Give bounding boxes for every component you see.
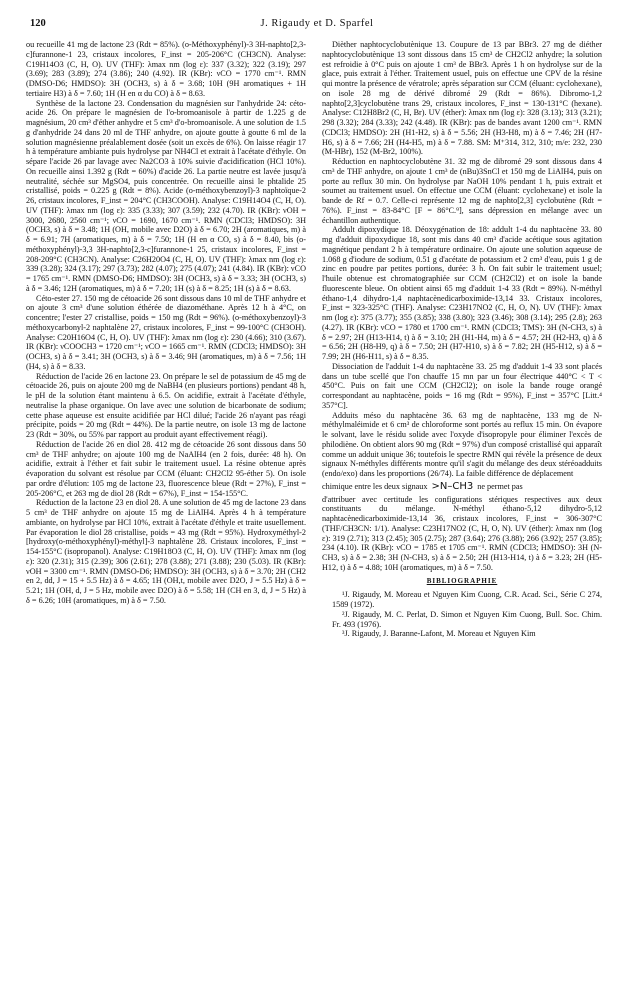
- paragraph: Addult dipoxydique 18. Déoxygénation de 18: addult 1-4 du naphtacène 33. 80 mg d'adduit dipoxydique 18, sont mis dans 40 cm³ d'acide acétique sous agitation magnétique pendant 2 h à température ordinaire. On ajoute une solution aqueuse de 1.068 g d'iodure de sodium, 0.51 g d'acétate de potassium et 2 cm³ d'eau, puis 1 g de zinc en poudre par petites portions, durée: 3 h. On fait subir le traitement usuel; l'huile obtenue est chromatographiée sur CCM (CH2Cl2) et on isole la bande fluorescente bleue. On obtient ainsi 65 mg d'adduit 1-4 33 (Rdt = 89%). N-méthyl éthano-1,4 dihydro-1,4 naphtacènedicarboximide-13,14 33. Cristaux incolores, F_inst = 323-325°C (THF). Analyse: C23H17NO2 (C, H, O, N). UV (THF): λmax nm (log ε): 375 (3.77); 355 (3.85); 338 (3.80); 323 (3.46); 308 (3.14); 295 (2.8); 263 (4.27). IR (KBr): νCO = 1780 et 1700 cm⁻¹. RMN (CDCl3; TMS): 3H (N-CH3, s) à δ = 2.97; 2H (H13-H14, t) à δ = 3.10; 2H (H1-H4, m) à δ = 4.57; 2H (H2-H3, q) à δ = 6.56; 2H (H8-H9, q) à δ = 7.50; 2H (H7-H10, s) à δ = 7.82; 2H (H5-H12, s) à δ = 7.99; 2H (H6-H11, s) à δ = 8.35.: [322, 225, 602, 361]
- formula-text-before: chimique entre les deux signaux: [322, 481, 428, 491]
- page-header: [30, 18, 604, 32]
- page-number: 120: [30, 18, 46, 29]
- formula-text-after: ne permet pas: [477, 481, 523, 491]
- paragraph: ou recueille 41 mg de lactone 23 (Rdt = 85%). (o-Méthoxyphényl)-3 3H-naphto[2,3-c]furannone-1 23, cristaux incolores, F_inst = 205-206°C (CH3CN). Analyse: C19H14O3 (C, H, O). UV (THF): λmax nm (log ε): 337 (3.32); 322 (3.19); 297 (3.69); 283 (3.89); 274 (3.86); 240 (4.92). IR (KBr): νCO = 1770 cm⁻¹. RMN (DMSO-D6; HMDSO): 3H (OCH3, s) à δ = 3.68; 10H (9H aromatiques + 1H tertiaire H3) à δ = 7.60; 1H (H en α du CO) à δ = 8.63.: [26, 40, 306, 98]
- paragraph: d'attribuer avec certitude les configurations stériques respectives aux deux constituants du mélange. N-méthyl éthano-5,12 dihydro-5,12 naphtacènedicarboximide-13,14 36, cristaux incolores, F_inst = 306-307°C (THF/CH3CN: 1/1). Analyse: C23H17NO2 (C, H, O, N). UV (éther): λmax nm (log ε): 319 (2.71); 313 (2.45); 305 (2.75); 287 (3.64); 276 (3.88); 266 (3.92); 257 (3.85); 234 (4.10). IR (KBr): νCO = 1785 et 1705 cm⁻¹. RMN (CDCl3; HMDSO): 3H (N-CH3, s) à δ = 2.38; 3H (N-CH3, s) à δ = 2.50; 2H (H13-H14, t) à δ = 3.23; 2H (H5-H12, t) à δ = 4.88; 10H (aromatiques, m) à δ = 7.50.: [322, 494, 602, 572]
- left-column: [26, 40, 306, 606]
- right-column: [322, 40, 602, 639]
- paragraph: Réduction de la lactone 23 en diol 28. A une solution de 45 mg de lactone 23 dans 5 cm³ de THF anhydre on ajoute 15 mg de LiAlH4. Après 4 h à température ambiante, on hydrolyse par HCl 10%, extrait à l'acétate d'éthyle et traite usuellement. Par évaporation le diol 28 cristallise, poids = 43 mg (Rdt = 95%). Hydroxyméthyl-2 [hydroxy(o-méthoxyphényl)-méthyl]-3 naphtalène 28. Cristaux incolores, F_inst = 154-155°C (isopropanol). Analyse: C19H18O3 (C, H, O). UV (THF): λmax nm (log ε): 320 (2.31); 315 (2.39); 306 (2.61); 278 (3.88); 271 (3.88); 230 (5.03). IR (KBr): νOH = 3300 cm⁻¹. RMN (DMSO-D6; HMDSO): 3H (OCH3, s) à δ = 3.70; 2H (CH2 en 2, dd, J = 15 + 5.5 Hz) à δ = 4.65; 1H (OH,t, mobile avec D2O, J = 5.5 Hz) à δ = 5.21; 1H (OH, d, J = 5 Hz, mobile avec D2O) à δ = 5.58; 1H (CH en 3, d, J = 5 Hz) à δ = 6.26; 10H (aromatiques, m) à δ = 7.50.: [26, 498, 306, 605]
- n-methyl-symbol: >N–CH3: [431, 480, 474, 492]
- paragraph: Dissociation de l'adduit 1-4 du naphtacène 33. 25 mg d'adduit 1-4 33 sont placés dans un tube scellé que l'on chauffe 15 mn par un four électrique 440°C < T < 450°C. Puis on fait une CCM (CH2Cl2); on isole la bande rouge orangé correspondant au naphtacène, poids = 16 mg (Rdt = 95%), F_inst = 357°C [Litt.⁴ 357°C].: [322, 361, 602, 410]
- paragraph: Céto-ester 27. 150 mg de cétoacide 26 sont dissous dans 10 ml de THF anhydre et on ajoute 3 cm³ d'une solution éthérée de diazométhane. Après 12 h à 4°C, on concentre; l'ester 27 cristallise, poids = 150 mg (Rdt = 96%). (o-méthoxybenzoyl)-3 méthoxycarbonyl-2 naphtalène 27, cristaux incolores, F_inst = 99-100°C (CH3OH). Analyse: C20H16O4 (C, H, O). UV (THF): λmax nm (log ε): 230 (4.66); 310 (3.67). IR (KBr): νCOOCH3 = 1720 cm⁻¹; νCO = 1665 cm⁻¹. RMN (CDCl3; HMDSO): 3H (OCH3, s) à δ = 3.41; 3H (OCH3, s) à δ = 3.46; 9H (aromatiques, m) à δ = 7.56; 1H (H4, s) à δ = 8.33.: [26, 293, 306, 371]
- reference: ²J. Rigaudy, M. C. Perlat, D. Simon et Nguyen Kim Cuong, Bull. Soc. Chim. Fr. 493 (1976).: [332, 609, 602, 629]
- reference: ¹J. Rigaudy, M. Moreau et Nguyen Kim Cuong, C.R. Acad. Sci., Série C 274, 1589 (1972).: [332, 590, 602, 609]
- reference: ³J. Rigaudy, J. Baranne-Lafont, M. Moreau et Nguyen Kim: [342, 629, 536, 639]
- paragraph: Réduction de l'acide 26 en diol 28. 412 mg de cétoacide 26 sont dissous dans 50 cm³ de THF anhydre; on ajoute 100 mg de NaAlH4 (en 2 fois, durée: 48 h). On acidifie, extrait à l'éther et fait subir le traitement usuel. La résine obtenue après évaporation du solvant est résolue par CCM (éluant: CH2Cl2 95-éther 5). On isole par ordre d'élution: 105 mg de lactone 23, fluorescence bleue (Rdt = 27%), F_inst = 205-206°C, et 263 mg de diol 28 (Rdt = 67%), F_inst = 154-155°C.: [26, 439, 306, 498]
- paragraph: Synthèse de la lactone 23. Condensation du magnésien sur l'anhydride 24: céto-acide 26. On prépare le magnésien de l'o-bromoanisole à partir de 1.225 g de magnésium, 20 cm³ d'éther anhydre et 5 cm³ d'o-bromoanisole. A une solution de 1.5 g d'anhydride 24 dans 20 ml de THF anhydre, on ajoute goutte à goutte 6 ml de la solution magnésienne préalablement dosée (soit un excès de 6%). On laisse réagir 17 h à température ambiante puis hydrolyse par NH4Cl et extrait à l'acétate d'éthyle. On sépare l'acide 26 par lavage avec Na2CO3 à 10% suivie d'acidification (HCl 10%). On recueille ainsi 1.392 g (Rdt = 60%) d'acide 26. La partie neutre est lavée jusqu'à neutralité, séchée sur MgSO4, puis concentrée. On recueille ainsi le phtalide 25 cristallisé, poids = 0.225 g (Rdt = 8%). Acide (o-méthoxybenzoyl)-3 naphtoïque-2 26, cristaux incolores, F_inst = 204°C (CH3COOH). Analyse: C19H14O4 (C, H, O). UV (THF): λmax nm (log ε): 335 (3.33); 307 (3.59); 232 (4.70). IR (KBr): νOH = 3000, 2680, 2560 cm⁻¹; νCO = 1690, 1670 cm⁻¹. RMN (CDCl3; HMDSO): 3H (OCH3, s) à δ = 3.48; 1H (OH, mobile avec D2O) à δ = 6.70; 2H (aromatiques, m) à δ = 6.91; 7H (aromatiques, m) à δ = 7.50; 1H (H en α CO, s) à δ = 8.40, bis (o-méthoxyphényl)-3,3 3H-naphto[2,3-c]furannone-1 25, cristaux incolores, F_inst = 208-209°C (CH3CN). Analyse: C26H20O4 (C, H, O). UV (THF): λmax nm (log ε): 339 (3.28); 324 (3.17); 297 (3.73); 282 (4.07); 275 (4.07); 241 (4.84). IR (KBr): νCO = 1765 cm⁻¹. RMN (DMSO-D6; HMDSO): 3H (OCH3, s) à δ = 3.33; 3H (OCH3, s) à δ = 3.46; 12H (aromatiques, m) à δ = 7.20; 1H (s) à δ = 8.25; 1H (s) à δ = 8.63.: [26, 98, 306, 293]
- paragraph: Dièther naphtocyclobutènique 13. Coupure de 13 par BBr3. 27 mg de diéther naphtocyclobutènique 13 sont dissous dans 15 cm³ de CH2Cl2 anhydre; la solution est refroidie à 0°C puis on ajoute 1 cm³ de BBr3. Après 1 h on hydrolyse sur de la glace, puis extrait à l'éther. Traitement usuel, puis on effectue une CPV de la résine qui montre la présence de vératrole; après séparation sur CCM (éluant: cyclohexane), on isole 28 mg de dérivé dibromé 29 (Rdt = 86%). Dibromo-1,2 naphto[2,3]cyclobutène trans 29, cristaux incolores, F_inst = 130-131°C (hexane). Analyse: C12H8Br2 (C, H, Br). UV (éther): λmax nm (log ε): 328 (3.13); 313 (3.21); 298 (3.32); 284 (3.33); 242 (4.48). IR (KBr): pas de bandes avant 1200 cm⁻¹. RMN (CDCl3; HMDSO): 2H (H1-H2, s) à δ = 5.56; 2H (H3-H8, m) à δ = 7.46; 2H (H7-H6, s) à δ = 7.66; 2H (H4-H5, m) à δ = 7.88. SM: M⁺314, 312, 310; m/e: 232, 230 (M-HBr), 152 (M-Br2, 100%).: [322, 40, 602, 157]
- running-title: J. Rigaudy et D. Sparfel: [260, 18, 374, 29]
- bibliography-title: BIBLIOGRAPHIE: [426, 576, 498, 585]
- paragraph: Adduits méso du naphtacène 36. 63 mg de naphtacène, 133 mg de N-méthylmaléimide et 6 cm³ de chloroforme sont portés au reflux 15 min. On évapore le solvant, lave le résidu solide avec l'oxyde d'isopropyle pour éliminer l'excès de philodiène. On obtient alors 90 mg (Rdt = 97%) d'un composé cristallisé qui apparaît comme un adduit unique 36; toutefois le spectre RMN qui révèle la présence de deux signaux N-méthyles différents montre qu'il s'agit du mélange des deux stéréoadduits (endo/exo) dans les proportions (26/74). La faible différence de déplacement: [322, 410, 602, 478]
- paragraph: Réduction en naphtocyclobutène 31. 32 mg de dibromé 29 sont dissous dans 4 cm³ de THF anhydre, on ajoute 1 cm³ de (nBu)3SnCl et 150 mg de LiAlH4, puis on porte au reflux 30 min. On hydrolyse par NaOH 10% pendant 1 h, puis extrait et soumet au traitement usuel. On effectue une CCM (éluant: cyclohexane) et isole la bande de Rf = 0.7. Celle-ci représente 12 mg de naphto[2,3] cyclobutène (Rdt = 76%). F_inst = 83-84°C [F = 86°C.⁹], sans dépression en mélange avec un échantillon authentique.: [322, 157, 602, 225]
- chemical-formula-line: [322, 482, 602, 492]
- paragraph: Réduction de l'acide 26 en lactone 23. On prépare le sel de potassium de 45 mg de cétoacide 26, puis on ajoute 200 mg de NaBH4 (en plusieurs portions) pendant 48 h, le pH de la solution étant maintenu à 6.5. On acidifie, extrait à l'acétate d'éthyle, neutralise la phase organique. On lave avec une solution de bicarbonate de sodium; cette phase aqueuse est ensuite acidifiée par HCl dilué; l'acide 26 n'ayant pas réagi précipite, poids = 20 mg (Rdt = 44%). De la partie neutre, on isole 13 mg de lactone 23 (Rdt = 30%, ou 55% par rapport au produit ayant effectivement réagi).: [26, 371, 306, 439]
